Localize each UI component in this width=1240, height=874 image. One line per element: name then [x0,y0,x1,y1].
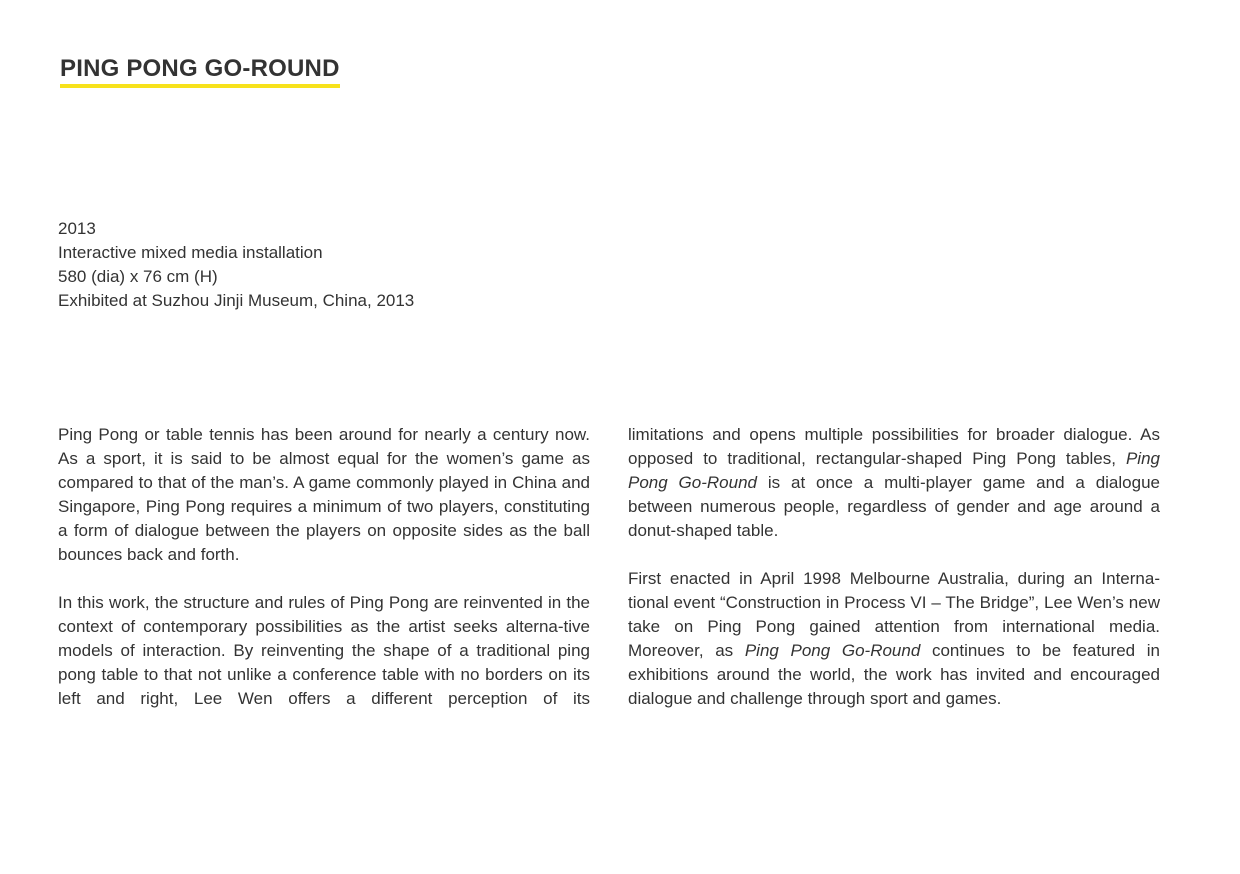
paragraph-reinvention: In this work, the structure and rules of Ping Pong are reinvented in the context of contemporary possibilities as the artist seeks alterna-tive models of interaction. By reinventing the shape of a traditional ping pong table to that not unlike a conference table with no borders on its left and right, Lee Wen offers a different perception of its [58,593,590,708]
body-column-left [58,423,590,711]
artwork-title-italic: Ping Pong Go-Round [744,641,921,660]
page-title: PING PONG GO-ROUND [60,54,340,88]
paragraph-limitations [628,423,1160,543]
paragraph-limitations-text-b: is at once a multi-player game and a dialogue between numerous people, regardless of gender and age around a donut-shaped table. [628,473,1160,540]
artwork-dimensions: 580 (dia) x 76 cm (H) [58,267,218,286]
paragraph-history [628,567,1160,711]
artwork-year: 2013 [58,219,96,238]
artwork-exhibition: Exhibited at Suzhou Jinji Museum, China, 2013 [58,291,415,310]
artwork-details [58,217,414,313]
paragraph-history-text-b: continues to be featured in exhibitions around the world, the work has invited and encouraged dialogue and challenge through sport and games. [628,641,1160,708]
artwork-medium: Interactive mixed media installation [58,243,323,262]
paragraph-intro: Ping Pong or table tennis has been around for nearly a century now. As a sport, it is said to be almost equal for the women’s game as compared to that of the man’s. A game commonly played in China and Singapore, Ping Pong requires a minimum of two players, constituting a form of dialogue between the players on opposite sides as the ball bounces back and forth. [58,425,590,564]
paragraph-history-text-a: First enacted in April 1998 Melbourne Australia, during an Interna-tional event “Construction in Process VI – The Bridge”, Lee Wen’s new take on Ping Pong gained attention from international media. Moreover, as [628,569,1160,660]
body-column-right [628,423,1160,711]
paragraph-limitations-text-a: limitations and opens multiple possibilities for broader dialogue. As opposed to traditional, rectangular-shaped Ping Pong tables, [628,425,1160,468]
artwork-title-italic: Ping Pong Go-Round [628,449,1160,492]
